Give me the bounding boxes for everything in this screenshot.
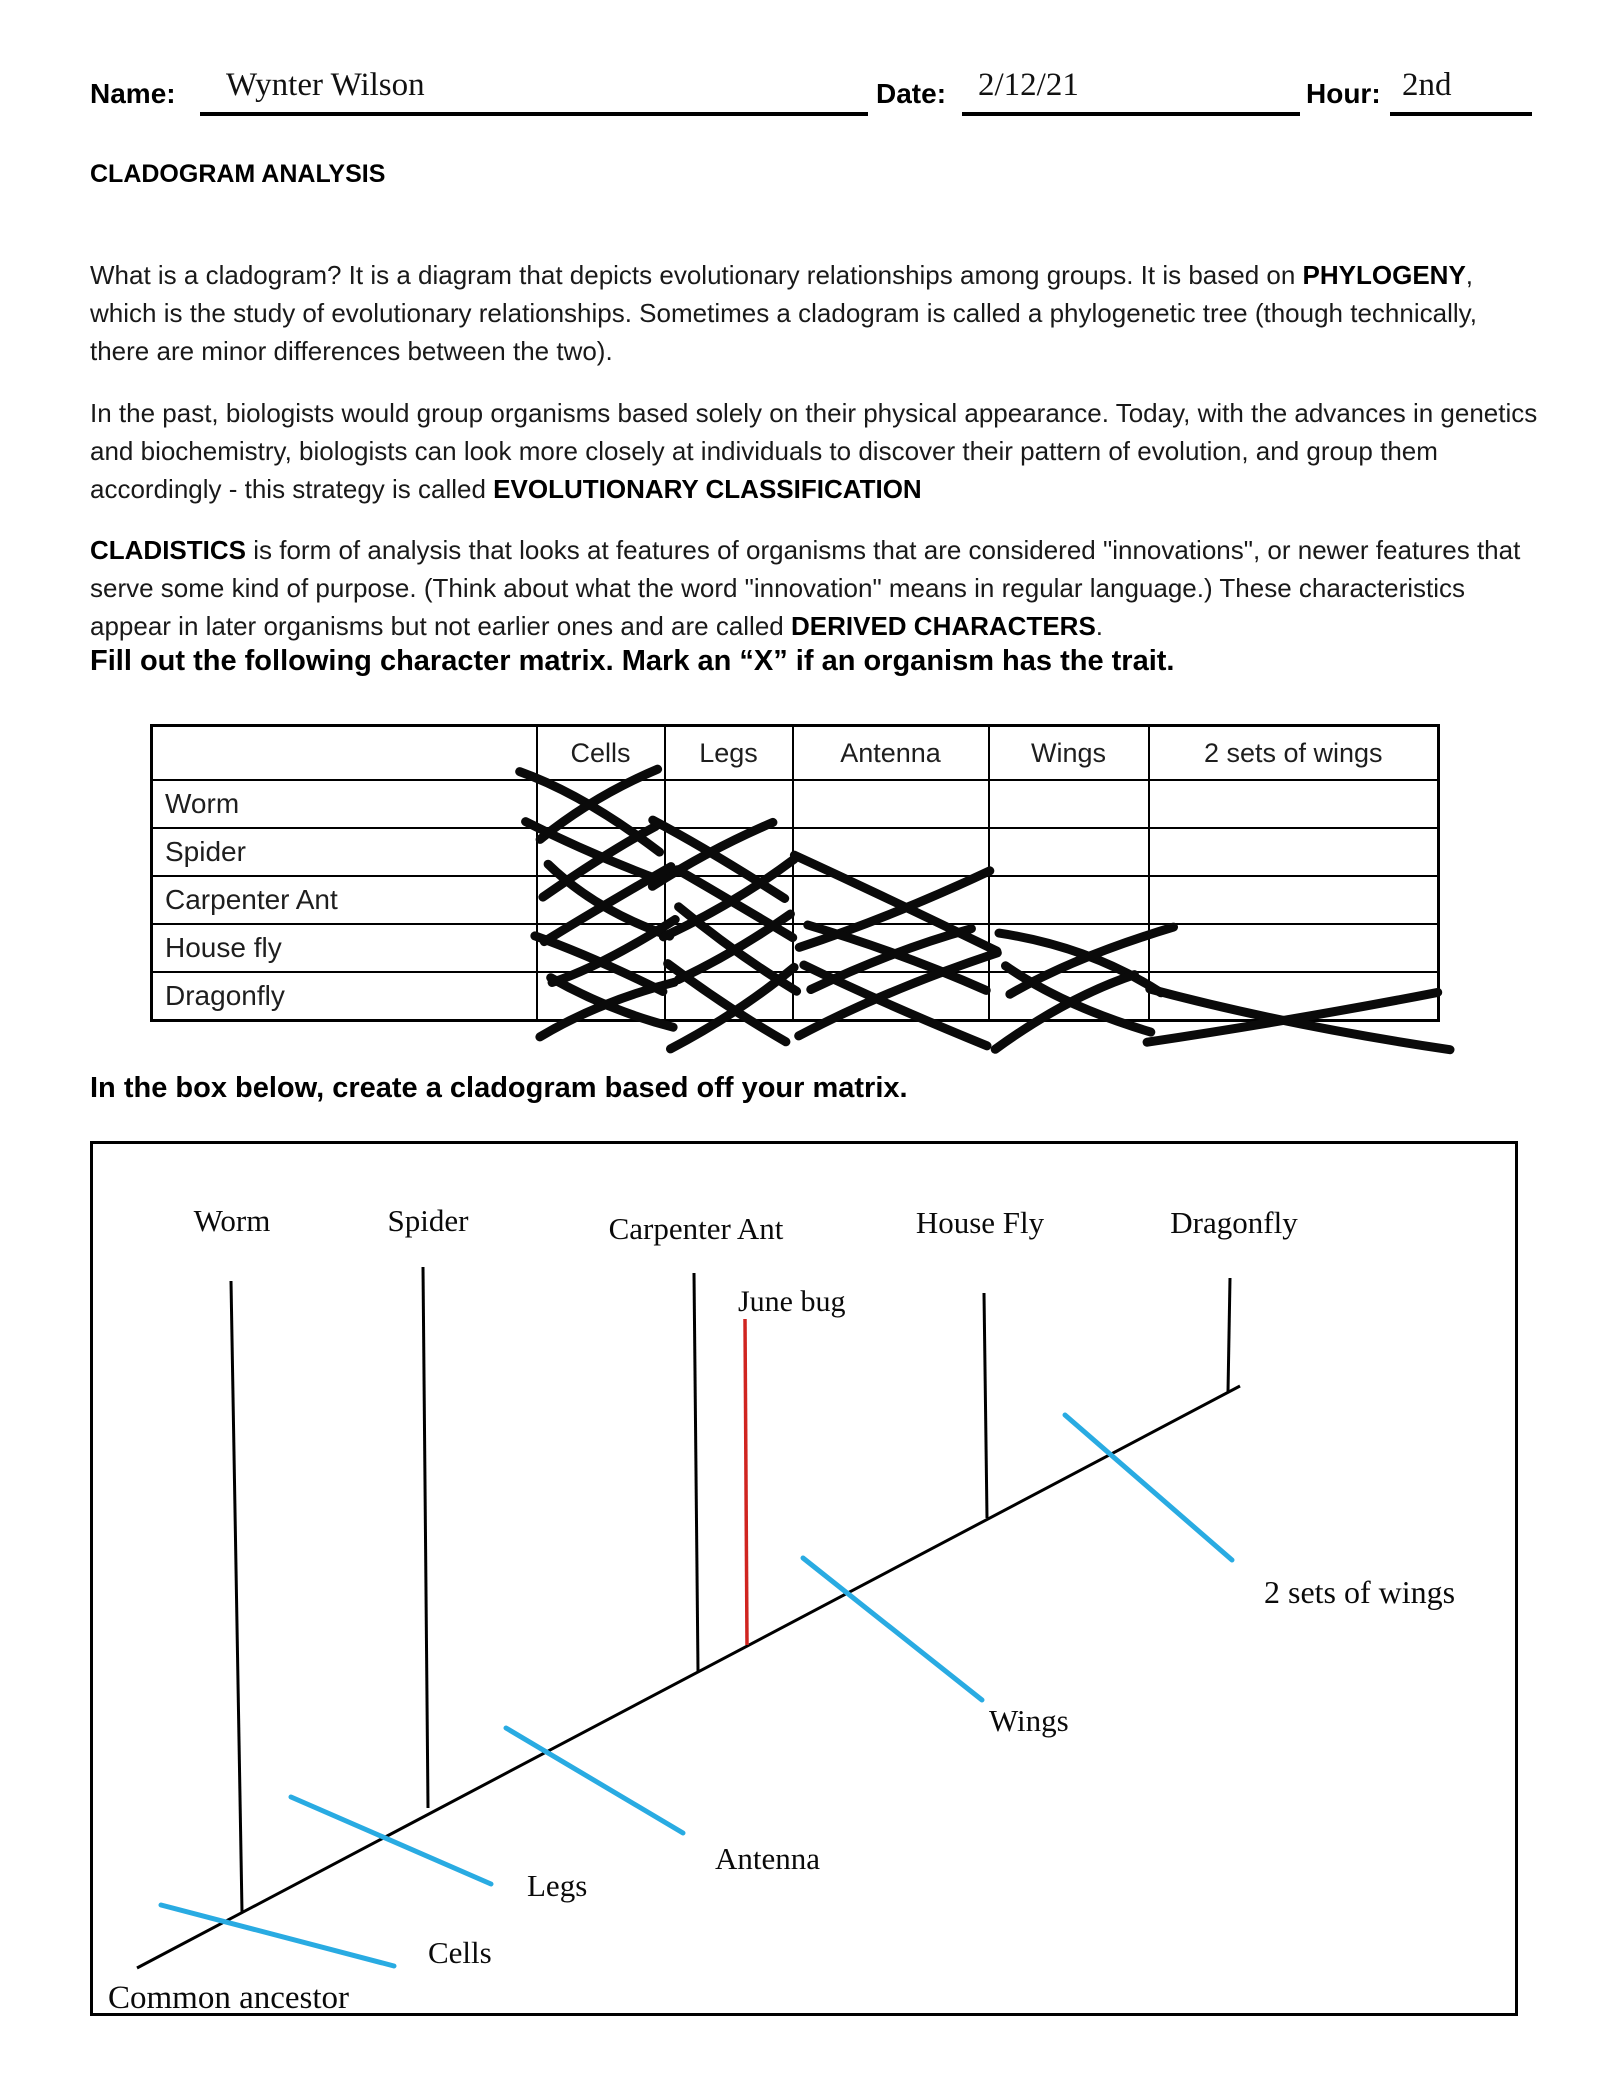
name-value: Wynter Wilson: [226, 67, 425, 103]
matrix-cell[interactable]: [537, 780, 665, 828]
matrix-cell[interactable]: [989, 972, 1149, 1021]
character-matrix: [150, 724, 1440, 1022]
matrix-cell[interactable]: [989, 876, 1149, 924]
matrix-cell[interactable]: [793, 972, 989, 1021]
branch-carpenter-ant: [694, 1273, 698, 1671]
matrix-cell[interactable]: [1149, 972, 1439, 1021]
branch-dragonfly: [1228, 1278, 1230, 1392]
paragraph-evolutionary-classification: [90, 394, 1538, 508]
character-label-2-sets-of-wings: 2 sets of wings: [1264, 1574, 1456, 1610]
text-segment: What is a cladogram? It is a diagram that depicts evolutionary relationships among groups. It is based on: [90, 260, 1303, 290]
matrix-col-header-wings: Wings: [989, 726, 1149, 781]
paragraph-cladistics: [90, 531, 1538, 645]
matrix-cell[interactable]: [989, 780, 1149, 828]
matrix-cell[interactable]: [665, 972, 793, 1021]
text-segment: , which is the study of evolutionary relationships. Sometimes a cladogram is called a phylogenetic tree (though technically, there are minor differences between the two).: [90, 260, 1477, 366]
cladogram-instruction: In the box below, create a cladogram based off your matrix.: [90, 1072, 908, 1104]
matrix-cell[interactable]: [793, 780, 989, 828]
page-title: CLADOGRAM ANALYSIS: [90, 160, 386, 188]
tip-label-worm: Worm: [193, 1203, 271, 1238]
hour-label: Hour:: [1306, 78, 1381, 109]
matrix-cell[interactable]: [793, 876, 989, 924]
matrix-col-header-antenna: Antenna: [793, 726, 989, 781]
character-label-wings: Wings: [989, 1703, 1069, 1738]
matrix-header-row: [152, 726, 1439, 781]
date-value: 2/12/21: [978, 67, 1079, 103]
text-segment: .: [1095, 611, 1104, 641]
tick-wings: [803, 1558, 982, 1700]
tip-label-house-fly: House Fly: [915, 1205, 1045, 1240]
text-segment: In the past, biologists would group organisms based solely on their physical appearance. Today, with the advances in genetics and biochemistry, biologists can look more closely at individuals to discover their pattern of evolution, and group them accordingly - this strategy is called: [90, 398, 1538, 504]
matrix-cell[interactable]: [537, 924, 665, 972]
matrix-organism: Dragonfly: [152, 972, 537, 1021]
branch-house-fly: [984, 1293, 987, 1518]
tick-2-sets-of-wings: [1065, 1415, 1232, 1560]
matrix-cell[interactable]: [665, 780, 793, 828]
tip-label-june-bug: June bug: [738, 1285, 846, 1318]
character-label-antenna: Antenna: [715, 1841, 821, 1876]
cladogram-box: [90, 1141, 1518, 2016]
hour-field[interactable]: [1390, 48, 1532, 116]
date-label: Date:: [876, 78, 947, 109]
matrix-cell[interactable]: [793, 828, 989, 876]
matrix-cell[interactable]: [665, 828, 793, 876]
matrix-cell[interactable]: [989, 828, 1149, 876]
term-derived-characters: DERIVED CHARACTERS: [790, 611, 1096, 641]
matrix-cell[interactable]: [665, 924, 793, 972]
tip-label-dragonfly: Dragonfly: [1170, 1205, 1298, 1240]
matrix-cell[interactable]: [665, 876, 793, 924]
term-cladistics: CLADISTICS: [90, 535, 246, 565]
matrix-cell[interactable]: [537, 972, 665, 1021]
hour-value: 2nd: [1402, 67, 1452, 103]
tip-label-spider: Spider: [387, 1203, 469, 1238]
matrix-row-carpenter-ant: [152, 876, 1439, 924]
date-field[interactable]: [962, 48, 1300, 116]
matrix-organism: Carpenter Ant: [152, 876, 537, 924]
root-label-common-ancestor: Common ancestor: [108, 1980, 350, 2016]
term-evolutionary-classification: EVOLUTIONARY CLASSIFICATION: [493, 474, 922, 504]
text-segment: is form of analysis that looks at features of organisms that are considered "innovations", or newer features that serve some kind of purpose. (Think about what the word "innovation" means in regular language.) These characteristics appear in later organisms but not earlier ones and are called: [90, 535, 1521, 641]
name-field[interactable]: [200, 48, 868, 116]
matrix-instruction: Fill out the following character matrix. Mark an “X” if an organism has the trait.: [90, 645, 1175, 677]
term-phylogeny: PHYLOGENY: [1302, 260, 1466, 290]
branch-worm: [231, 1281, 242, 1912]
character-label-legs: Legs: [527, 1868, 588, 1903]
matrix-row-house-fly: [152, 924, 1439, 972]
matrix-col-header-cells: Cells: [537, 726, 665, 781]
matrix-cell[interactable]: [537, 876, 665, 924]
matrix-row-spider: [152, 828, 1439, 876]
character-label-cells: Cells: [428, 1935, 492, 1970]
branch-spider: [423, 1267, 428, 1808]
matrix-organism: Worm: [152, 780, 537, 828]
matrix-organism: Spider: [152, 828, 537, 876]
matrix-cell[interactable]: [1149, 780, 1439, 828]
matrix-row-worm: [152, 780, 1439, 828]
matrix-col-header-legs: Legs: [665, 726, 793, 781]
tip-label-carpenter-ant: Carpenter Ant: [608, 1211, 784, 1246]
matrix-corner-cell: [152, 726, 537, 781]
cladogram-main-branch: [137, 1386, 1240, 1968]
matrix-cell[interactable]: [537, 828, 665, 876]
matrix-row-dragonfly: [152, 972, 1439, 1021]
matrix-organism: House fly: [152, 924, 537, 972]
matrix-cell[interactable]: [1149, 924, 1439, 972]
branch-june-bug: [745, 1319, 747, 1645]
matrix-cell[interactable]: [1149, 828, 1439, 876]
name-label: Name:: [90, 78, 176, 109]
tick-antenna: [506, 1728, 683, 1833]
paragraph-what-is-cladogram: [90, 256, 1538, 370]
matrix-cell[interactable]: [989, 924, 1149, 972]
matrix-col-header-2sets: 2 sets of wings: [1149, 726, 1439, 781]
matrix-cell[interactable]: [1149, 876, 1439, 924]
matrix-cell[interactable]: [793, 924, 989, 972]
